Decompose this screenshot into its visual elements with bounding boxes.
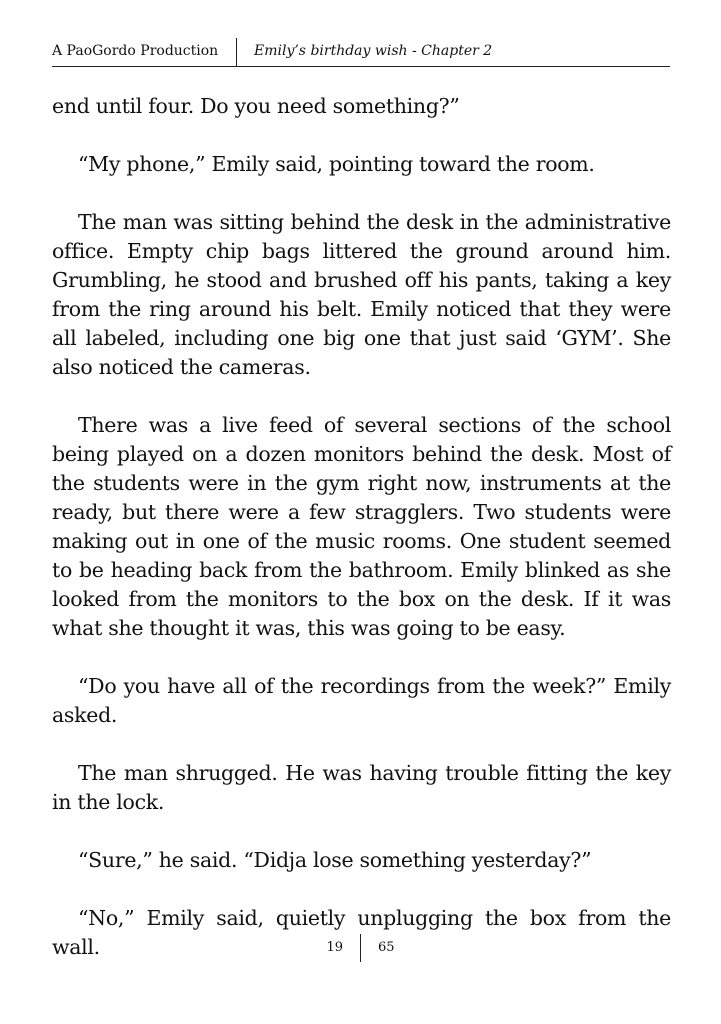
- page-footer: [0, 934, 721, 962]
- publisher-label: A PaoGordo Production: [52, 43, 219, 59]
- chapter-title: Emily’s birthday wish - Chapter 2: [254, 43, 493, 59]
- page-body: [52, 92, 671, 991]
- total-pages: 65: [378, 940, 395, 955]
- paragraph: There was a live feed of several sections of the school being played on a dozen monitors behind the desk. Most of the students were in the gym right now, instruments at the ready, but there were a few stragglers. Two students were making out in one of the music rooms. One student seemed to be heading back from the bathroom. Emily blinked as she looked from the monitors to the box on the desk. If it was what she thought it was, this was going to be easy.: [52, 413, 671, 640]
- paragraph: The man was sitting behind the desk in the administrative office. Empty chip bags littered the ground around him. Grumbling, he stood and brushed off his pants, taking a key from the ring around his belt. Emily noticed that they were all labeled, including one big one that just said ‘GYM’. She also noticed the cameras.: [52, 210, 671, 379]
- header-divider: [236, 38, 237, 66]
- running-header: [52, 38, 670, 67]
- paragraph: “No,” Emily said, quietly unplugging the box from the wall.: [52, 906, 671, 959]
- paragraph: The man shrugged. He was having trouble fitting the key in the lock.: [52, 761, 671, 814]
- paragraph: “Do you have all of the recordings from the week?” Emily asked.: [52, 674, 671, 727]
- paragraph: end until four. Do you need something?”: [52, 94, 460, 118]
- footer-divider: [360, 934, 361, 962]
- paragraph: “Sure,” he said. “Didja lose something yesterday?”: [78, 848, 592, 872]
- page-number: 19: [326, 940, 343, 955]
- paragraph: “My phone,” Emily said, pointing toward the room.: [78, 152, 595, 176]
